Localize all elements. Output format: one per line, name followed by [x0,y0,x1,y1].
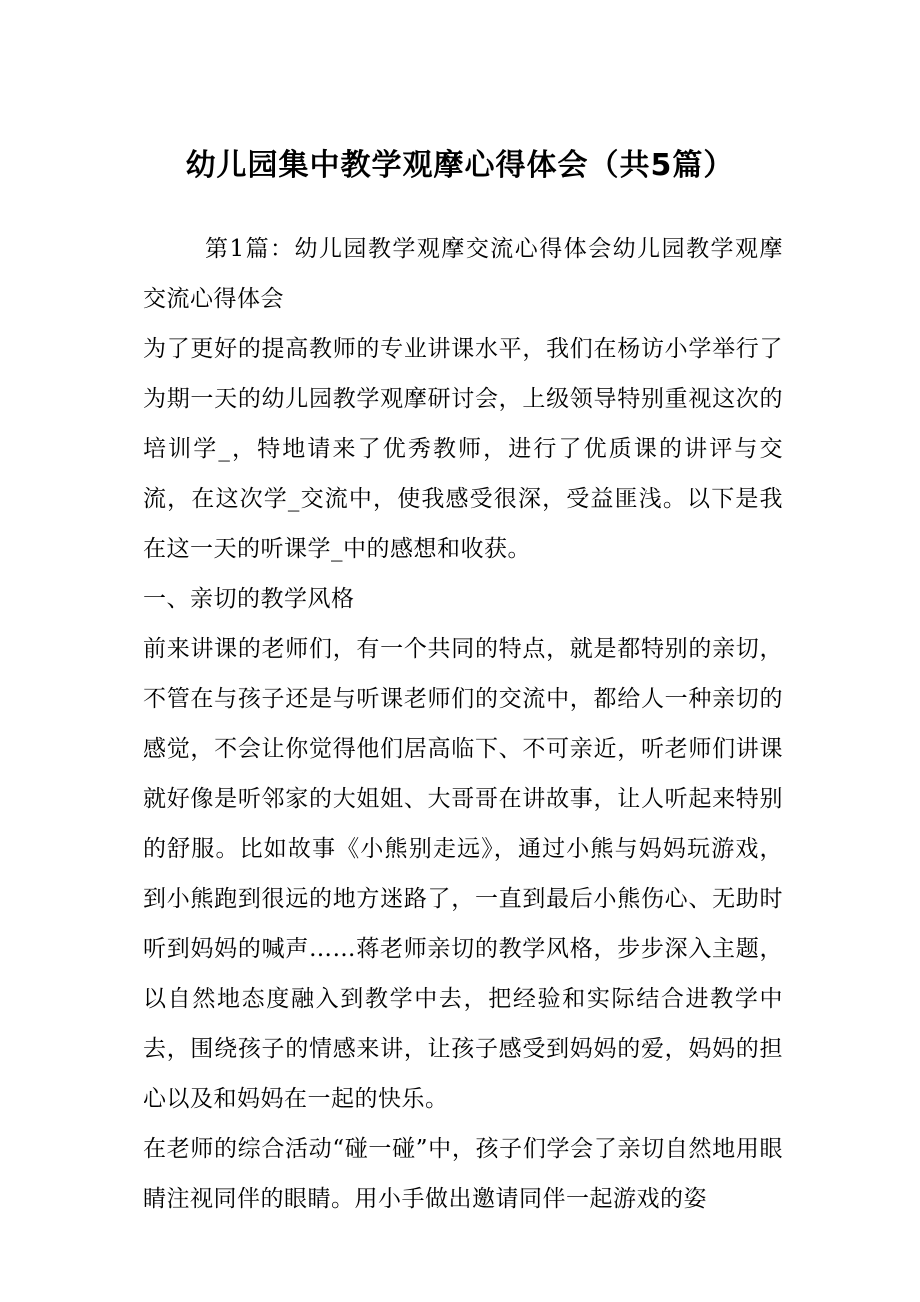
section-heading-teaching-style: 一、亲切的教学风格 [143,586,355,612]
document-body [143,224,783,1224]
document-title: 幼儿园集中教学观摩心得体会（共5篇） [185,148,735,183]
paragraph-intro: 为了更好的提高教师的专业讲课水平，我们在杨访小学举行了为期一天的幼儿园教学观摩研讨会，上级领导特别重视这次的培训学_，特地请来了优秀教师，进行了优质课的讲评与交流，在这次学_交流中，使我感受很深，受益匪浅。以下是我在这一天的听课学_中的感想和收获。 [143,336,783,562]
paragraph-teaching-style: 前来讲课的老师们，有一个共同的特点，就是都特别的亲切，不管在与孩子还是与听课老师们的交流中，都给人一种亲切的感觉，不会让你觉得他们居高临下、不可亲近，听老师们讲课就好像是听邻家的大姐姐、大哥哥在讲故事，让人听起来特别的舒服。比如故事《小熊别走远》，通过小熊与妈妈玩游戏，到小熊跑到很远的地方迷路了，一直到最后小熊伤心、无助时听到妈妈的喊声……蒋老师亲切的教学风格，步步深入主题，以自然地态度融入到教学中去，把经验和实际结合进教学中去，围绕孩子的情感来讲，让孩子感受到妈妈的爱，妈妈的担心以及和妈妈在一起的快乐。 [143,636,783,1112]
paragraph-activity: 在老师的综合活动“碰一碰”中，孩子们学会了亲切自然地用眼睛注视同伴的眼睛。用小手做出邀请同伴一起游戏的姿 [143,1136,783,1212]
paragraph-heading-part-1: 第1篇：幼儿园教学观摩交流心得体会幼儿园教学观摩交流心得体会 [143,236,783,312]
